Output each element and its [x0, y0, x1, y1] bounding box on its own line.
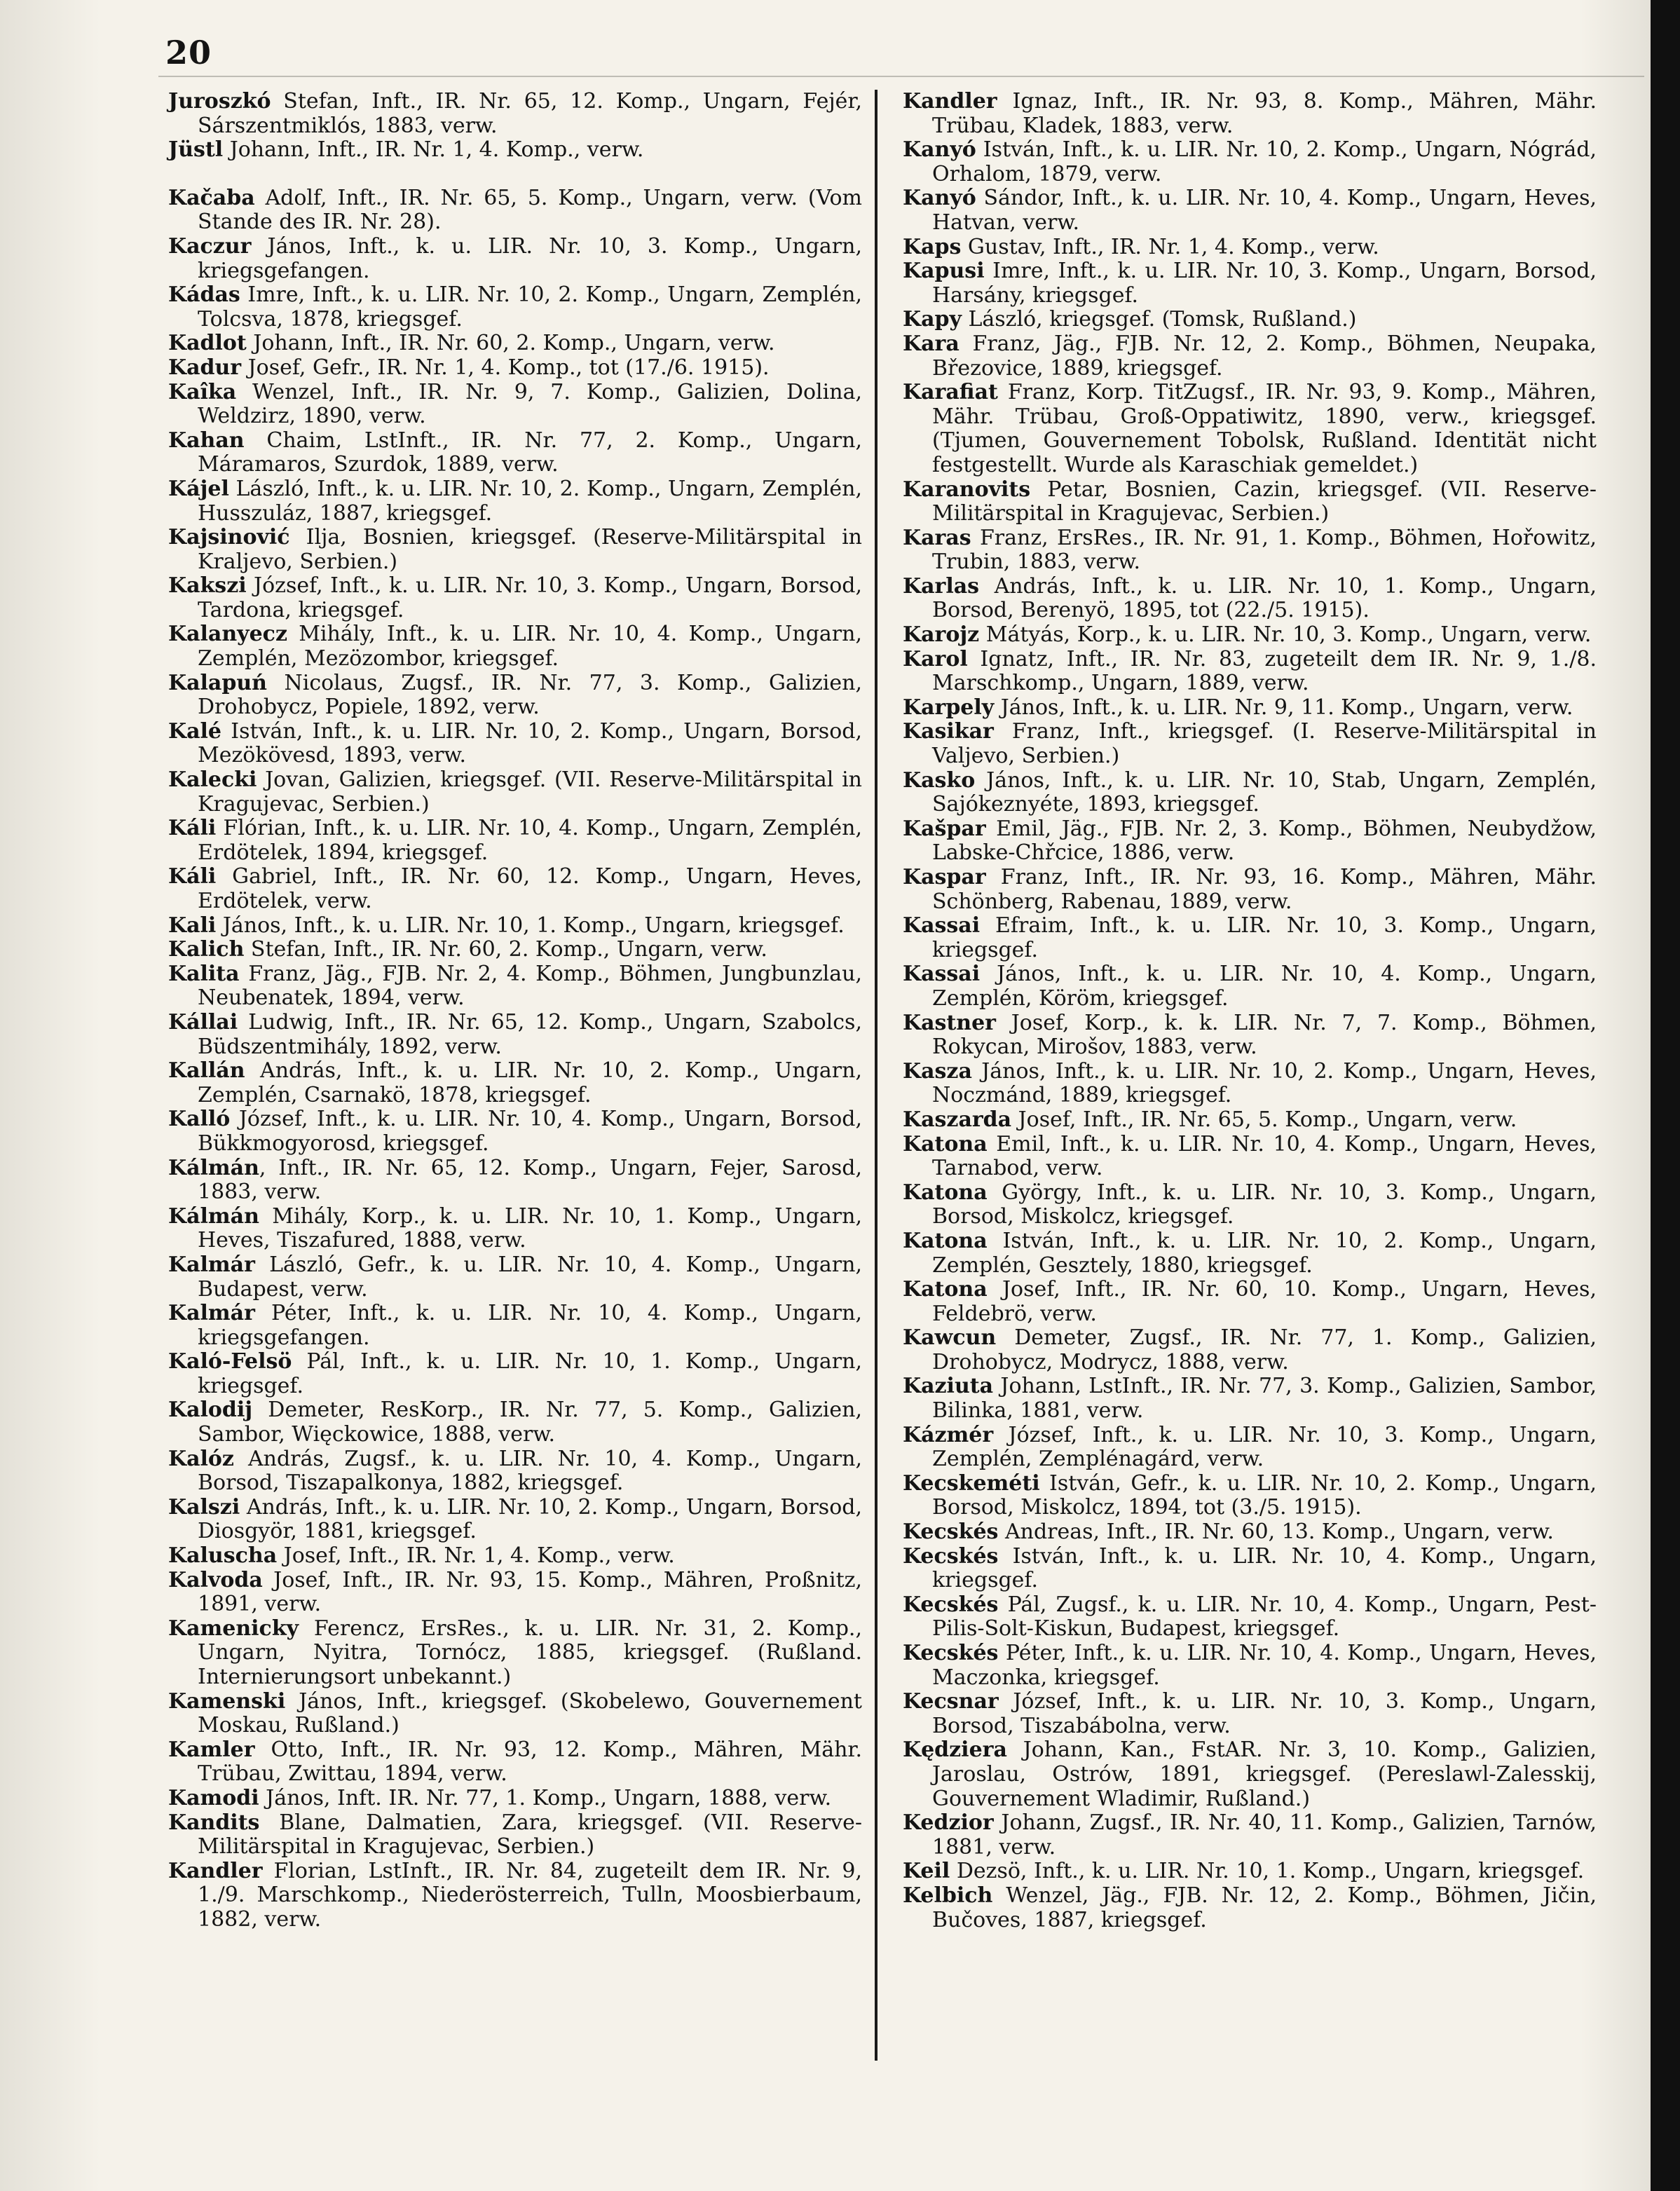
- entry-surname: Karlas: [903, 573, 980, 599]
- entry-details: József, Inft., k. u. LIR. Nr. 10, 3. Komp., Ungarn, Borsod, Tiszabábolna, verw.: [932, 1689, 1597, 1738]
- entry-details: Johann, Zugsf., IR. Nr. 40, 11. Komp., Galizien, Tarnów, 1881, verw.: [932, 1810, 1597, 1859]
- list-entry: [903, 1424, 1597, 1472]
- entry-details: Otto, Inft., IR. Nr. 93, 12. Komp., Mähren, Mähr. Trübau, Zwittau, 1894, verw.: [198, 1737, 862, 1787]
- entry-details: György, Inft., k. u. LIR. Nr. 10, 3. Komp., Ungarn, Borsod, Miskolcz, kriegsgef.: [932, 1180, 1597, 1229]
- list-entry: [903, 186, 1597, 235]
- list-entry: [903, 866, 1597, 914]
- list-entry: [168, 720, 862, 768]
- entry-details: József, Inft., k. u. LIR. Nr. 10, 3. Komp., Ungarn, Borsod, Tardona, kriegsgef.: [198, 573, 862, 622]
- entry-details: Petar, Bosnien, Cazin, kriegsgef. (VII. Reserve-Militärspital in Kragujevac, Serbien.): [932, 477, 1597, 526]
- entry-details: András, Zugsf., k. u. LIR. Nr. 10, 4. Komp., Ungarn, Borsod, Tiszapalkonya, 1882, kriegsgef.: [198, 1446, 862, 1496]
- entry-surname: Katona: [903, 1228, 988, 1253]
- entry-details: László, Gefr., k. u. LIR. Nr. 10, 4. Komp., Ungarn, Budapest, verw.: [198, 1252, 862, 1302]
- entry-surname: Kaziuta: [903, 1374, 994, 1399]
- entry-surname: Katona: [903, 1277, 988, 1302]
- entry-details: Dezsö, Inft., k. u. LIR. Nr. 10, 1. Komp., Ungarn, kriegsgef.: [950, 1859, 1585, 1884]
- list-entry: [168, 768, 862, 817]
- entry-details: András, Inft., k. u. LIR. Nr. 10, 2. Komp., Ungarn, Borsod, Diosgyör, 1881, kriegsgef.: [198, 1494, 862, 1544]
- list-entry: [903, 90, 1597, 138]
- entry-surname: Keil: [903, 1859, 950, 1884]
- entry-details: János, Inft., k. u. LIR. Nr. 10, 2. Komp., Ungarn, Heves, Noczmánd, 1889, kriegsgef.: [932, 1058, 1597, 1108]
- list-entry: [168, 1205, 862, 1253]
- entry-surname: Kalita: [168, 961, 240, 986]
- entry-details: János, Inft., k. u. LIR. Nr. 10, 3. Komp., Ungarn, kriegsgefangen.: [198, 233, 862, 283]
- entry-details: János, Inft., kriegsgef. (Skobelewo, Gouvernement Moskau, Rußland.): [198, 1688, 862, 1738]
- entry-surname: Kašpar: [903, 816, 986, 841]
- list-entry: [903, 914, 1597, 962]
- entry-surname: Kecskeméti: [903, 1470, 1040, 1496]
- list-entry: [168, 574, 862, 622]
- list-entry: [168, 1398, 862, 1447]
- entry-details: Franz, Inft., IR. Nr. 93, 16. Komp., Mähren, Mähr. Schönberg, Rabenau, 1889, verw.: [932, 865, 1597, 914]
- list-entry: [903, 236, 1597, 260]
- entry-details: Demeter, Zugsf., IR. Nr. 77, 1. Komp., Galizien, Drohobycz, Modrycz, 1888, verw.: [932, 1325, 1597, 1374]
- entry-details: Ferencz, ErsRes., k. u. LIR. Nr. 31, 2. Komp., Ungarn, Nyitra, Tornócz, 1885, kriegsgef. (Rußland. Internierungsort unbekannt.): [198, 1616, 862, 1689]
- list-entry: [903, 1181, 1597, 1229]
- entry-details: István, Inft., k. u. LIR. Nr. 10, 4. Komp., Ungarn, kriegsgef.: [932, 1543, 1597, 1593]
- entry-details: László, Inft., k. u. LIR. Nr. 10, 2. Komp., Ungarn, Zemplén, Husszuláz, 1887, kriegsgef.: [198, 476, 862, 526]
- entry-surname: Kalmár: [168, 1301, 255, 1326]
- list-entry: [903, 1108, 1597, 1133]
- entry-surname: Kaló-Felsö: [168, 1349, 292, 1374]
- entry-details: Stefan, Inft., IR. Nr. 65, 12. Komp., Ungarn, Fejér, Sárszentmiklós, 1883, verw.: [198, 89, 862, 138]
- list-entry: [903, 1326, 1597, 1374]
- entry-surname: Kamenski: [168, 1688, 286, 1714]
- scan-edge: [1651, 0, 1680, 2191]
- list-entry: [903, 623, 1597, 648]
- entry-details: Florian, LstInft., IR. Nr. 84, zugeteilt dem IR. Nr. 9, 1./9. Marschkomp., Niederösterreich, Tulln, Moosbierbaum, 1882, verw.: [198, 1858, 862, 1932]
- list-entry: [168, 1302, 862, 1350]
- entry-details: Josef, Inft., IR. Nr. 60, 10. Komp., Ungarn, Heves, Feldebrö, verw.: [932, 1277, 1597, 1326]
- entry-surname: Kalanyecz: [168, 622, 287, 647]
- entry-surname: Kecskés: [903, 1592, 999, 1617]
- column-divider: [875, 90, 877, 2061]
- entry-details: László, kriegsgef. (Tomsk, Rußland.): [961, 307, 1357, 332]
- entry-surname: Kassai: [903, 913, 981, 938]
- entry-surname: Kandler: [168, 1858, 263, 1883]
- entry-surname: Kalvoda: [168, 1567, 263, 1592]
- list-entry: [903, 1472, 1597, 1520]
- entry-details: Efraim, Inft., k. u. LIR. Nr. 10, 3. Komp., Ungarn, kriegsgef.: [932, 913, 1597, 962]
- entry-details: Ignatz, Inft., IR. Nr. 83, zugeteilt dem IR. Nr. 9, 1./8. Marschkomp., Ungarn, 1889, verw.: [932, 646, 1597, 696]
- entry-surname: Jüstl: [168, 137, 224, 163]
- entry-surname: Káli: [168, 816, 217, 841]
- list-entry: [903, 817, 1597, 866]
- entry-details: Josef, Inft., IR. Nr. 65, 5. Komp., Ungarn, verw.: [1011, 1107, 1517, 1132]
- entry-details: Stefan, Inft., IR. Nr. 60, 2. Komp., Ungarn, verw.: [244, 937, 767, 962]
- entry-details: Adolf, Inft., IR. Nr. 65, 5. Komp., Ungarn, verw. (Vom Stande des IR. Nr. 28).: [198, 185, 862, 235]
- entry-details: Imre, Inft., k. u. LIR. Nr. 10, 2. Komp., Ungarn, Zemplén, Tolcsva, 1878, kriegsgef.: [198, 282, 862, 332]
- entry-surname: Kállai: [168, 1009, 238, 1035]
- entry-surname: Kájel: [168, 476, 229, 501]
- entry-details: Gabriel, Inft., IR. Nr. 60, 12. Komp., Ungarn, Heves, Erdötelek, verw.: [198, 864, 862, 913]
- list-entry: [903, 1811, 1597, 1859]
- list-entry: [903, 478, 1597, 526]
- list-entry: [168, 1544, 862, 1569]
- entry-surname: Kádas: [168, 282, 240, 308]
- entry-surname: Kelbich: [903, 1883, 993, 1908]
- entry-surname: Kaîka: [168, 379, 237, 404]
- list-entry: [903, 696, 1597, 721]
- entry-details: Ignaz, Inft., IR. Nr. 93, 8. Komp., Mähren, Mähr. Trübau, Kladek, 1883, verw.: [932, 89, 1597, 138]
- entry-surname: Kecskés: [903, 1543, 999, 1569]
- entry-surname: Kamler: [168, 1737, 255, 1762]
- list-entry: [168, 914, 862, 938]
- list-entry: [168, 865, 862, 913]
- list-entry: [168, 283, 862, 332]
- entry-surname: Kastner: [903, 1010, 996, 1035]
- entry-details: Johann, Inft., IR. Nr. 1, 4. Komp., verw.: [223, 137, 644, 163]
- entry-details: Blane, Dalmatien, Zara, kriegsgef. (VII. Reserve-Militärspital in Kragujevac, Serbien.): [198, 1810, 862, 1859]
- list-entry: [168, 90, 862, 138]
- list-entry: [168, 1156, 862, 1205]
- entry-surname: Karol: [903, 646, 968, 671]
- entry-surname: Kedzior: [903, 1810, 994, 1836]
- entry-surname: Katona: [903, 1131, 988, 1156]
- entry-details: Sándor, Inft., k. u. LIR. Nr. 10, 4. Komp., Ungarn, Heves, Hatvan, verw.: [932, 186, 1597, 235]
- list-entry: [168, 526, 862, 574]
- list-entry: [168, 429, 862, 477]
- entry-surname: Kalecki: [168, 767, 257, 793]
- entry-details: Pál, Zugsf., k. u. LIR. Nr. 10, 4. Komp., Ungarn, Pest-Pilis-Solt-Kiskun, Budapest, kriegsgef.: [932, 1592, 1597, 1641]
- list-entry: [903, 1229, 1597, 1278]
- entry-details: Ludwig, Inft., IR. Nr. 65, 12. Komp., Ungarn, Szabolcs, Büdszentmihály, 1892, verw.: [198, 1009, 862, 1059]
- entry-surname: Kara: [903, 331, 959, 356]
- entry-details: János, Inft. IR. Nr. 77, 1. Komp., Ungarn, 1888, verw.: [259, 1785, 832, 1810]
- entry-surname: Kakszi: [168, 573, 247, 599]
- list-entry: [903, 332, 1597, 381]
- entry-surname: Kaluscha: [168, 1543, 278, 1569]
- entry-details: Andreas, Inft., IR. Nr. 60, 13. Komp., Ungarn, verw.: [998, 1520, 1554, 1545]
- list-entry: [903, 1884, 1597, 1932]
- entry-surname: Juroszkó: [168, 89, 271, 114]
- list-entry: [168, 1447, 862, 1496]
- list-entry: [903, 1374, 1597, 1423]
- entry-surname: Kalodij: [168, 1398, 253, 1423]
- entry-details: Nicolaus, Zugsf., IR. Nr. 77, 3. Komp., Galizien, Drohobycz, Popiele, 1892, verw.: [198, 670, 862, 720]
- entry-surname: Kalich: [168, 937, 245, 962]
- entry-details: Josef, Korp., k. k. LIR. Nr. 7, 7. Komp., Böhmen, Rokycan, Mirošov, 1883, verw.: [932, 1010, 1597, 1060]
- list-entry: [903, 1011, 1597, 1060]
- list-entry: [168, 817, 862, 865]
- list-entry: [903, 308, 1597, 332]
- entry-surname: Kawcun: [903, 1325, 997, 1351]
- list-entry: [168, 381, 862, 429]
- entry-surname: Karojz: [903, 622, 980, 648]
- entry-surname: Kasko: [903, 767, 976, 793]
- list-entry: [903, 526, 1597, 575]
- entry-surname: Kálmán: [168, 1155, 259, 1180]
- entry-surname: Kanyó: [903, 186, 976, 211]
- list-entry: [168, 1787, 862, 1811]
- entry-details: András, Inft., k. u. LIR. Nr. 10, 1. Komp., Ungarn, Borsod, Berenyö, 1895, tot (22./5. 1915).: [932, 573, 1597, 623]
- list-entry: [903, 720, 1597, 768]
- list-entry: [903, 575, 1597, 623]
- entry-surname: Karas: [903, 525, 971, 550]
- list-entry: [168, 1811, 862, 1859]
- list-entry: [903, 381, 1597, 477]
- list-entry: [168, 186, 862, 235]
- list-entry: [903, 648, 1597, 696]
- entry-details: József, Inft., k. u. LIR. Nr. 10, 4. Komp., Ungarn, Borsod, Bükkmogyorosd, kriegsgef.: [198, 1107, 862, 1156]
- entry-surname: Kamodi: [168, 1785, 259, 1810]
- entry-details: Flórian, Inft., k. u. LIR. Nr. 10, 4. Komp., Ungarn, Zemplén, Erdötelek, 1894, kriegsgef.: [198, 816, 862, 865]
- list-entry: [903, 138, 1597, 186]
- entry-details: János, Inft., k. u. LIR. Nr. 10, 1. Komp., Ungarn, kriegsgef.: [216, 913, 845, 938]
- entry-details: Franz, Jäg., FJB. Nr. 12, 2. Komp., Böhmen, Neupaka, Březovice, 1889, kriegsgef.: [932, 331, 1597, 381]
- list-entry: [903, 259, 1597, 308]
- entry-surname: Kaczur: [168, 233, 252, 259]
- list-entry: [168, 1011, 862, 1059]
- list-entry: [903, 1278, 1597, 1326]
- entry-surname: Kázmér: [903, 1422, 994, 1447]
- entry-details: Franz, Jäg., FJB. Nr. 2, 4. Komp., Böhmen, Jungbunzlau, Neubenatek, 1894, verw.: [198, 961, 862, 1011]
- list-entry: [168, 1738, 862, 1787]
- list-entry: [903, 1545, 1597, 1593]
- entry-details: András, Inft., k. u. LIR. Nr. 10, 2. Komp., Ungarn, Zemplén, Csarnakö, 1878, kriegsgef.: [198, 1058, 862, 1107]
- entry-surname: Kalmár: [168, 1252, 255, 1277]
- entry-details: Wenzel, Jäg., FJB. Nr. 12, 2. Komp., Böhmen, Jičin, Bučoves, 1887, kriegsgef.: [932, 1883, 1597, 1932]
- entry-details: Pál, Inft., k. u. LIR. Nr. 10, 1. Komp., Ungarn, kriegsgef.: [198, 1349, 862, 1398]
- entry-details: Mihály, Inft., k. u. LIR. Nr. 10, 4. Komp., Ungarn, Zemplén, Mezözombor, kriegsgef.: [198, 622, 862, 671]
- entry-surname: Kaps: [903, 234, 962, 259]
- entry-details: Demeter, ResKorp., IR. Nr. 77, 5. Komp., Galizien, Sambor, Więckowice, 1888, verw.: [198, 1398, 862, 1447]
- list-entry: [903, 1520, 1597, 1545]
- entry-details: Péter, Inft., k. u. LIR. Nr. 10, 4. Komp., Ungarn, Heves, Maczonka, kriegsgef.: [932, 1641, 1597, 1690]
- entry-surname: Kanyó: [903, 137, 976, 163]
- entry-surname: Karafiat: [903, 380, 998, 405]
- list-entry: [168, 1496, 862, 1544]
- entry-surname: Kecsnar: [903, 1689, 999, 1714]
- entry-surname: Kasikar: [903, 719, 994, 744]
- entry-details: József, Inft., k. u. LIR. Nr. 10, 3. Komp., Ungarn, Zemplén, Zemplénagárd, verw.: [932, 1422, 1597, 1472]
- entry-details: István, Inft., k. u. LIR. Nr. 10, 2. Komp., Ungarn, Nógrád, Orhalom, 1879, verw.: [932, 137, 1597, 186]
- entry-details: Josef, Inft., IR. Nr. 93, 15. Komp., Mähren, Proßnitz, 1891, verw.: [198, 1567, 862, 1617]
- list-entry: [168, 1617, 862, 1690]
- list-entry: [168, 235, 862, 283]
- list-entry: [168, 671, 862, 720]
- list-entry: [168, 938, 862, 962]
- list-entry: [168, 1253, 862, 1302]
- entry-surname: Kapusi: [903, 259, 985, 284]
- entry-surname: Kędziera: [903, 1738, 1007, 1763]
- list-entry: [903, 769, 1597, 817]
- list-entry: [168, 477, 862, 526]
- entry-surname: Kalé: [168, 718, 221, 744]
- entry-details: István, Gefr., k. u. LIR. Nr. 10, 2. Komp., Ungarn, Borsod, Miskolcz, 1894, tot (3./5. 1915).: [932, 1470, 1597, 1520]
- entry-surname: Kalapuń: [168, 670, 267, 695]
- entry-surname: Katona: [903, 1180, 988, 1205]
- entry-surname: Kali: [168, 913, 217, 938]
- entry-details: Johann, Inft., IR. Nr. 60, 2. Komp., Ungarn, verw.: [246, 331, 775, 356]
- entry-details: János, Inft., k. u. LIR. Nr. 10, Stab, Ungarn, Zemplén, Sajókeznyéte, 1893, kriegsgef.: [932, 767, 1597, 817]
- entry-surname: Káli: [168, 864, 217, 889]
- entry-surname: Kandler: [903, 89, 997, 114]
- list-entry: [168, 138, 862, 163]
- entry-surname: Kaszarda: [903, 1107, 1012, 1132]
- entry-details: István, Inft., k. u. LIR. Nr. 10, 2. Komp., Ungarn, Borsod, Mezökövesd, 1893, verw.: [198, 718, 862, 768]
- entry-surname: Kahan: [168, 428, 245, 453]
- entry-details: Gustav, Inft., IR. Nr. 1, 4. Komp., verw.: [961, 234, 1379, 259]
- entry-surname: Kalóz: [168, 1446, 234, 1471]
- entry-details: Wenzel, Inft., IR. Nr. 9, 7. Komp., Galizien, Dolina, Weldzirz, 1890, verw.: [198, 379, 862, 429]
- entry-details: Josef, Inft., IR. Nr. 1, 4. Komp., verw.: [277, 1543, 675, 1569]
- entry-details: Jovan, Galizien, kriegsgef. (VII. Reserve-Militärspital in Kragujevac, Serbien.): [198, 767, 862, 817]
- entry-surname: Kálmán: [168, 1203, 259, 1229]
- list-entry: [903, 1690, 1597, 1738]
- entry-details: Franz, ErsRes., IR. Nr. 91, 1. Komp., Böhmen, Hořowitz, Trubin, 1883, verw.: [932, 525, 1597, 575]
- entry-details: Ilja, Bosnien, kriegsgef. (Reserve-Militärspital in Kraljevo, Serbien.): [198, 525, 862, 574]
- list-entry: [903, 1738, 1597, 1811]
- entry-details: Mátyás, Korp., k. u. LIR. Nr. 10, 3. Komp., Ungarn, verw.: [979, 622, 1592, 648]
- entry-surname: Kaspar: [903, 865, 986, 889]
- entry-details: Josef, Gefr., IR. Nr. 1, 4. Komp., tot (17./6. 1915).: [241, 355, 770, 380]
- list-entry: [903, 1133, 1597, 1181]
- entry-surname: Kačaba: [168, 185, 255, 210]
- entry-surname: Karanovits: [903, 477, 1031, 502]
- entry-surname: Kasza: [903, 1058, 972, 1084]
- entry-surname: Kalló: [168, 1107, 231, 1132]
- entry-details: Chaim, LstInft., IR. Nr. 77, 2. Komp., Ungarn, Máramaros, Szurdok, 1889, verw.: [198, 428, 862, 477]
- entry-surname: Kadur: [168, 355, 242, 380]
- entry-details: Imre, Inft., k. u. LIR. Nr. 10, 3. Komp., Ungarn, Borsod, Harsány, kriegsgef.: [932, 259, 1597, 308]
- entry-details: Péter, Inft., k. u. LIR. Nr. 10, 4. Komp., Ungarn, kriegsgefangen.: [198, 1301, 862, 1350]
- entry-surname: Karpely: [903, 695, 995, 720]
- entry-surname: Kapy: [903, 307, 962, 332]
- list-entry: [168, 1107, 862, 1156]
- entry-surname: Kassai: [903, 962, 981, 987]
- entry-surname: Kecskés: [903, 1641, 999, 1665]
- right-column: [903, 90, 1597, 1932]
- list-entry: [168, 622, 862, 671]
- entry-details: Franz, Inft., kriegsgef. (I. Reserve-Militärspital in Valjevo, Serbien.): [932, 719, 1597, 769]
- entry-details: János, Inft., k. u. LIR. Nr. 10, 4. Komp., Ungarn, Zemplén, Köröm, kriegsgef.: [932, 962, 1597, 1011]
- entry-surname: Kalszi: [168, 1494, 240, 1520]
- list-entry: [168, 356, 862, 381]
- entry-details: , Inft., IR. Nr. 65, 12. Komp., Ungarn, Fejer, Sarosd, 1883, verw.: [198, 1155, 862, 1205]
- list-entry: [903, 1859, 1597, 1884]
- list-entry: [168, 1059, 862, 1107]
- entry-details: Franz, Korp. TitZugsf., IR. Nr. 93, 9. Komp., Mähren, Mähr. Trübau, Groß-Oppatiwitz, 1890, verw., kriegsgef. (Tjumen, Gouvernement Tobolsk, Rußland. Identität nicht festgestellt. Wurde als Karaschiak gemeldet.): [932, 380, 1597, 477]
- entry-details: János, Inft., k. u. LIR. Nr. 9, 11. Komp., Ungarn, verw.: [994, 695, 1573, 720]
- entry-surname: Kecskés: [903, 1520, 999, 1545]
- page-number: 20: [165, 34, 212, 71]
- entry-details: István, Inft., k. u. LIR. Nr. 10, 2. Komp., Ungarn, Zemplén, Gesztely, 1880, kriegsgef.: [932, 1228, 1597, 1278]
- list-entry: [168, 1859, 862, 1932]
- entry-surname: Kamenicky: [168, 1616, 299, 1641]
- list-entry: [903, 1060, 1597, 1108]
- list-entry: [903, 1593, 1597, 1641]
- top-rule: [158, 76, 1644, 77]
- entry-details: Johann, LstInft., IR. Nr. 77, 3. Komp., Galizien, Sambor, Bilinka, 1881, verw.: [932, 1374, 1597, 1424]
- list-entry: [168, 1350, 862, 1398]
- entry-surname: Kandits: [168, 1810, 260, 1835]
- list-entry: [903, 962, 1597, 1011]
- list-entry: [903, 1641, 1597, 1690]
- list-entry: [168, 1690, 862, 1738]
- entry-details: Emil, Jäg., FJB. Nr. 2, 3. Komp., Böhmen, Neubydžow, Labske-Chřcice, 1886, verw.: [932, 816, 1597, 866]
- entry-details: Emil, Inft., k. u. LIR. Nr. 10, 4. Komp., Ungarn, Heves, Tarnabod, verw.: [932, 1131, 1597, 1181]
- entry-details: Johann, Kan., FstAR. Nr. 3, 10. Komp., Galizien, Jaroslau, Ostrów, 1891, kriegsgef. (Pereslawl-Zalesskij, Gouvernement Wladimir, Rußland.): [932, 1738, 1597, 1811]
- entry-surname: Kajsinović: [168, 525, 290, 550]
- list-entry: [168, 1569, 862, 1617]
- entry-surname: Kallán: [168, 1058, 245, 1084]
- entry-surname: Kadlot: [168, 331, 247, 356]
- entry-details: Mihály, Korp., k. u. LIR. Nr. 10, 1. Komp., Ungarn, Heves, Tiszafured, 1888, verw.: [198, 1203, 862, 1253]
- list-entry: [168, 332, 862, 356]
- left-column: [168, 90, 862, 1932]
- list-entry: [168, 962, 862, 1011]
